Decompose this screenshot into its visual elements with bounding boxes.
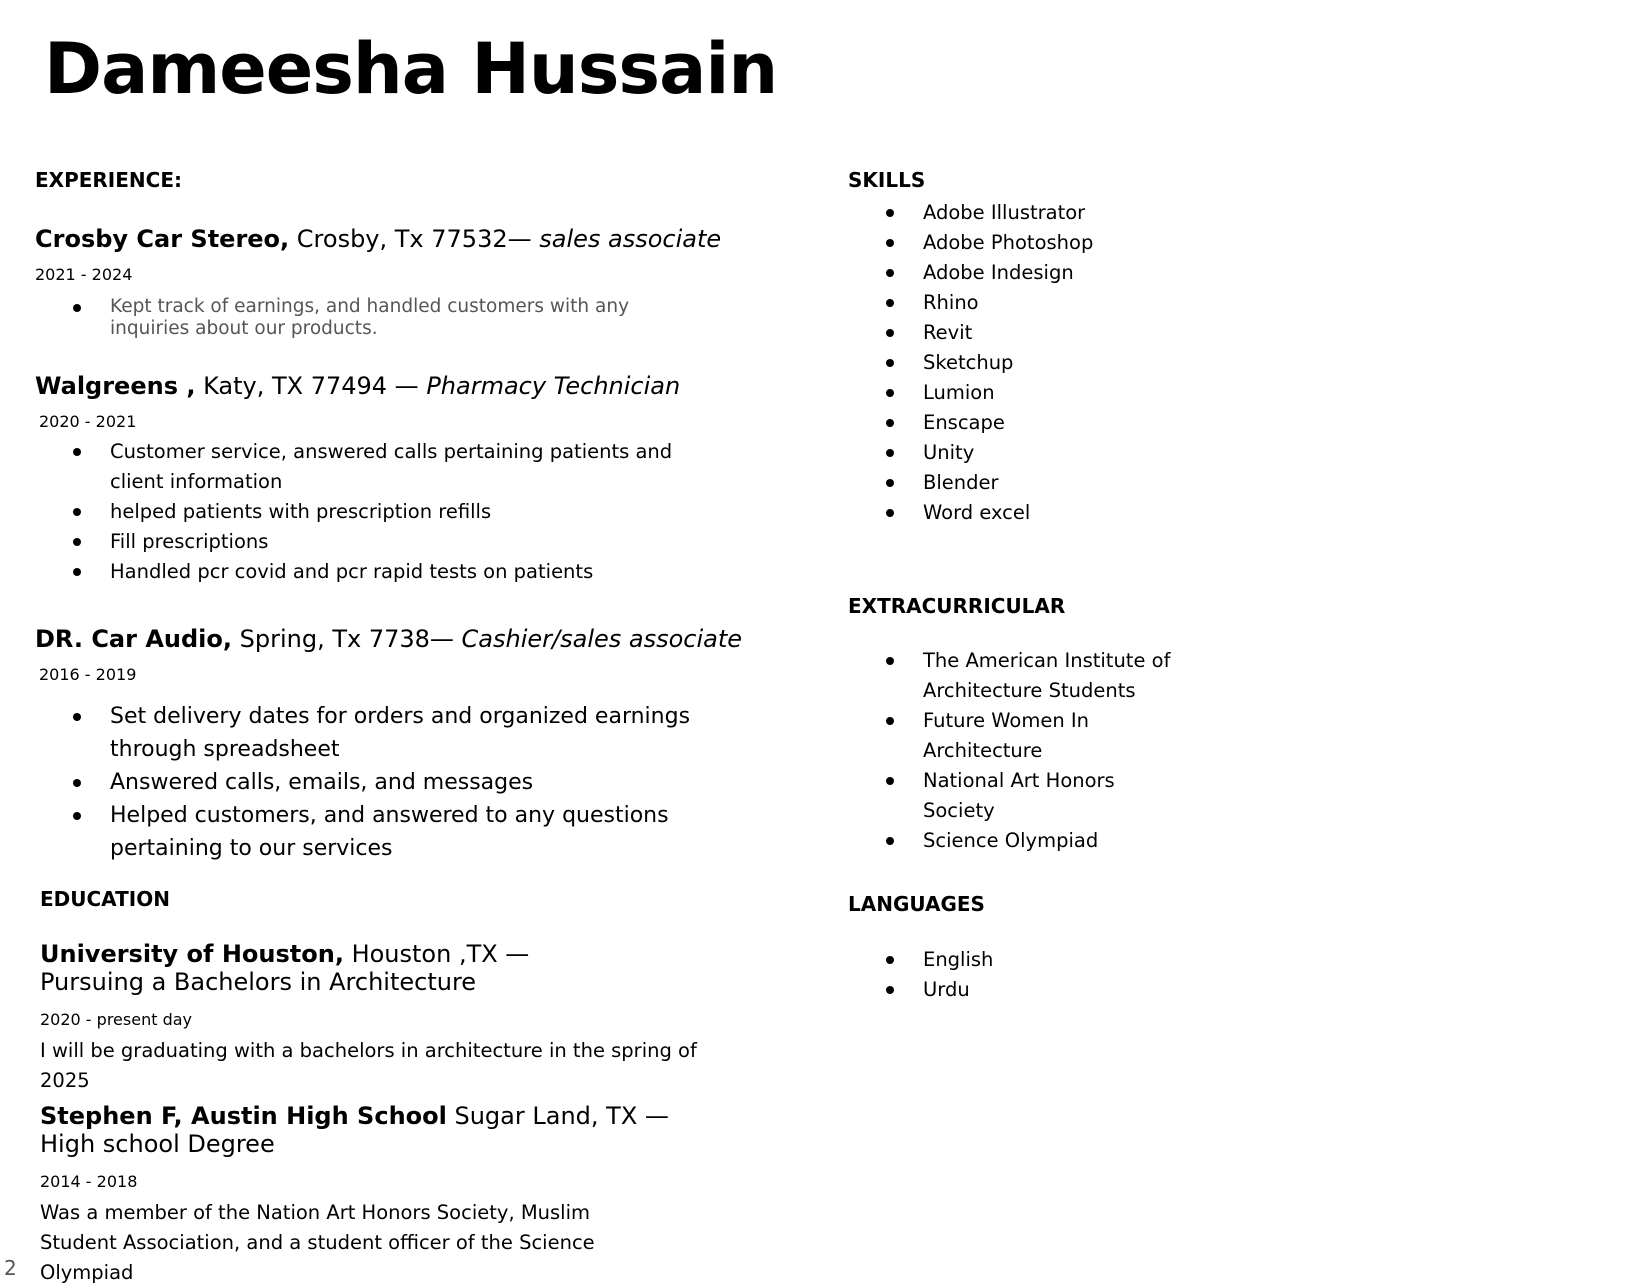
education-dates: 2020 - present day [40,1010,192,1029]
list-item: Enscape [848,408,1248,438]
languages-list [848,945,1148,1005]
list-item: Rhino [848,288,1248,318]
list-item: Customer service, answered calls pertaining patients and client information [35,437,695,497]
job-bullets [35,437,695,587]
list-item: Handled pcr covid and pcr rapid tests on patients [35,557,695,587]
list-item: helped patients with prescription refills [35,497,695,527]
experience-heading: EXPERIENCE: [35,168,182,192]
list-item: National Art Honors Society [848,766,1188,826]
list-item: Science Olympiad [848,826,1188,856]
school-detail: Houston ,TX — Pursuing a Bachelors in Architecture [40,940,530,996]
skills-list [848,198,1248,528]
education-dates: 2014 - 2018 [40,1172,138,1191]
job-company: DR. Car Audio, [35,625,232,653]
job-dates: 2020 - 2021 [39,412,137,431]
list-item: Answered calls, emails, and messages [35,766,755,799]
list-item: Adobe Illustrator [848,198,1248,228]
education-title [40,940,640,996]
extracurricular-list [848,646,1188,856]
skills-heading: SKILLS [848,168,926,192]
languages-heading: LANGUAGES [848,892,985,916]
job-company: Walgreens , [35,372,196,400]
job-location: Crosby, Tx 77532— [289,225,540,253]
list-item: Fill prescriptions [35,527,695,557]
job-dates: 2021 - 2024 [35,265,133,284]
list-item: Helped customers, and answered to any questions pertaining to our services [35,799,755,865]
list-item: Blender [848,468,1248,498]
job-location: Katy, TX 77494 — [195,372,427,400]
job-role: sales associate [539,225,722,253]
school-detail: Sugar Land, TX — High school Degree [40,1102,669,1158]
list-item: Lumion [848,378,1248,408]
job-bullets [35,700,755,865]
school-name: University of Houston, [40,940,344,968]
list-item: English [848,945,1148,975]
school-name: Stephen F, Austin High School [40,1102,447,1130]
list-item: The American Institute of Architecture Students [848,646,1188,706]
page-number: 2 [4,1256,17,1280]
job-company: Crosby Car Stereo, [35,225,290,253]
job-title-line [35,225,721,253]
education-note: Was a member of the Nation Art Honors Society, Muslim Student Association, and a student officer of the Science Olympiad [40,1201,595,1284]
job-role: Cashier/sales associate [461,625,743,653]
job-role: Pharmacy Technician [426,372,681,400]
education-title [40,1102,680,1158]
list-item: Future Women In Architecture [848,706,1188,766]
list-item: Adobe Indesign [848,258,1248,288]
list-item: Sketchup [848,348,1248,378]
resume-name: Dameesha Hussain [44,28,778,110]
job-title-line [35,625,742,653]
job-title-line [35,372,680,400]
list-item: Set delivery dates for orders and organized earnings through spreadsheet [35,700,755,766]
extracurricular-heading: EXTRACURRICULAR [848,594,1066,618]
list-item: Revit [848,318,1248,348]
list-item: Unity [848,438,1248,468]
job-bullets [35,296,695,340]
job-dates: 2016 - 2019 [39,665,137,684]
job-location: Spring, Tx 7738— [232,625,462,653]
list-item: Word excel [848,498,1248,528]
education-heading: EDUCATION [40,887,170,911]
list-item: Adobe Photoshop [848,228,1248,258]
list-item: Kept track of earnings, and handled customers with any inquiries about our products. [35,296,695,340]
education-note: I will be graduating with a bachelors in architecture in the spring of 2025 [40,1039,697,1092]
list-item: Urdu [848,975,1148,1005]
